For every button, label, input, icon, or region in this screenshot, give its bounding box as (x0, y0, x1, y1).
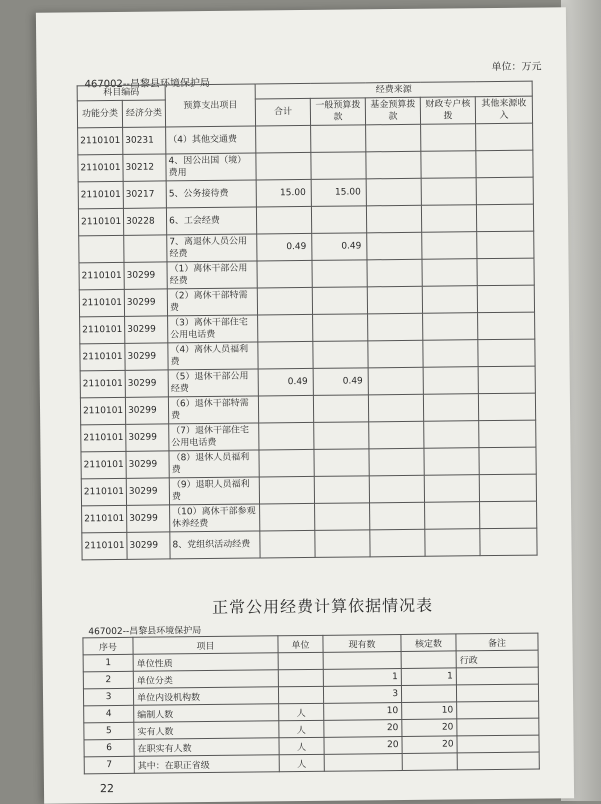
cell-other (480, 528, 537, 556)
cell-func-class: 2110101 (78, 181, 123, 208)
cell-func-class: 2110101 (79, 289, 124, 316)
cell-econ-class: 30299 (125, 397, 168, 424)
cell-special (424, 421, 479, 449)
cell-current (324, 754, 402, 772)
cell-item: （9）退职人员福利费 (169, 477, 259, 505)
cell-no: 7 (84, 756, 134, 774)
cell-remark: 行政 (456, 650, 538, 668)
cell-func-class: 2110101 (78, 127, 123, 154)
table-row (84, 752, 539, 774)
cell-fund-budget (369, 475, 424, 503)
cell-total (256, 152, 311, 180)
cell-special (423, 340, 478, 368)
cell-general-budget (315, 530, 370, 558)
header-item: 预算支出项目 (165, 84, 255, 127)
cell-general-budget (311, 125, 366, 153)
cell-econ-class: 30299 (126, 451, 169, 478)
cell-general-budget (312, 287, 367, 315)
cell-item: （10）离休干部参观休养经费 (170, 504, 260, 532)
cell-func-class: 2110101 (80, 397, 125, 424)
cell-fund-budget (366, 151, 421, 179)
cell-total (256, 125, 311, 153)
cell-approved (401, 685, 456, 703)
cell-total (260, 530, 315, 558)
cell-remark (456, 684, 538, 702)
cell-func-class: 2110101 (78, 208, 123, 235)
cell-item: （1）离休干部公用经费 (167, 261, 257, 289)
cell-project: 在职实有人数 (134, 738, 279, 757)
cell-econ-class: 30212 (123, 154, 166, 181)
cell-fund-budget (367, 286, 422, 314)
cell-no: 5 (84, 722, 134, 740)
budget-table-body (78, 123, 538, 560)
cell-fund-budget (368, 313, 423, 341)
org-name-table2: 467002--昌黎县环境保护局 (88, 626, 202, 638)
cell-current (323, 652, 401, 670)
header-current: 现有数 (323, 635, 401, 653)
cell-approved: 1 (401, 668, 456, 686)
cell-remark (457, 718, 539, 736)
cell-fund-budget (368, 367, 423, 395)
header-unit: 单位 (278, 635, 323, 652)
cell-total (259, 422, 314, 450)
cell-other (477, 231, 534, 259)
cell-total (257, 260, 312, 288)
cell-special (421, 205, 476, 233)
cell-econ-class (124, 235, 167, 262)
cell-func-class: 2110101 (82, 532, 127, 559)
cell-unit (278, 686, 323, 703)
cell-current: 3 (323, 686, 401, 704)
table-row (82, 528, 537, 560)
unit-label: 单位：万元 (491, 61, 542, 74)
cell-other (476, 123, 533, 151)
cell-item: （4）离休人员福利费 (168, 342, 258, 370)
header-funding-source: 经费来源 (255, 81, 532, 99)
cell-other (476, 204, 533, 232)
cell-no: 3 (83, 688, 133, 706)
cell-fund-budget (366, 205, 421, 233)
cell-item: 5、公务接待费 (166, 180, 256, 208)
cell-general-budget (315, 503, 370, 531)
cell-item: 4、因公出国（境）费用 (166, 153, 256, 181)
cell-remark (457, 752, 539, 770)
cell-func-class: 2110101 (80, 316, 125, 343)
cell-econ-class: 30299 (125, 370, 168, 397)
cell-special (422, 232, 477, 260)
cell-econ-class: 30299 (126, 424, 169, 451)
cell-total (260, 503, 315, 531)
cell-general-budget (313, 314, 368, 342)
header-general-budget: 一般预算拨款 (310, 98, 365, 126)
cell-general-budget: 0.49 (313, 368, 368, 396)
cell-fund-budget (369, 421, 424, 449)
cell-general-budget: 0.49 (312, 233, 367, 261)
cell-item: 6、工会经费 (166, 207, 256, 235)
cell-other (476, 177, 533, 205)
cell-special (421, 124, 476, 152)
cell-approved (402, 753, 457, 771)
cell-item: （6）退休干部特需费 (168, 396, 258, 424)
header-subject-code: 科目编码 (77, 85, 165, 101)
cell-project: 编制人数 (134, 704, 279, 723)
cell-special (422, 286, 477, 314)
cell-total (259, 449, 314, 477)
cell-project: 单位分类 (133, 670, 278, 689)
cell-no: 4 (84, 705, 134, 723)
cell-total (256, 206, 311, 234)
cell-other (480, 501, 537, 529)
header-project: 项目 (133, 636, 278, 655)
cell-unit: 人 (279, 703, 324, 720)
cell-no: 2 (83, 671, 133, 689)
cell-func-class (79, 235, 124, 262)
cell-general-budget (313, 341, 368, 369)
cell-general-budget (312, 260, 367, 288)
cell-econ-class: 30299 (124, 289, 167, 316)
table2-title: 正常公用经费计算依据情况表 (212, 595, 434, 617)
header-approved: 核定数 (401, 634, 456, 652)
cell-total (258, 341, 313, 369)
cell-remark (457, 735, 539, 753)
cell-other (477, 285, 534, 313)
cell-item: （2）离休干部特需费 (167, 288, 257, 316)
header-total: 合计 (255, 98, 310, 126)
cell-special (425, 502, 480, 530)
cell-other (478, 366, 535, 394)
cell-item: 8、党组织活动经费 (170, 531, 260, 559)
cell-econ-class: 30228 (123, 208, 166, 235)
cell-fund-budget (369, 448, 424, 476)
cell-project: 单位内设机构数 (133, 687, 278, 706)
cell-current: 20 (324, 737, 402, 755)
cell-approved: 10 (402, 702, 457, 720)
cell-item: （5）退休干部公用经费 (168, 369, 258, 397)
cell-func-class: 2110101 (82, 505, 127, 532)
cell-special (424, 448, 479, 476)
cell-fund-budget (370, 529, 425, 557)
cell-project: 单位性质 (133, 653, 278, 672)
cell-total: 15.00 (256, 179, 311, 207)
cell-general-budget (314, 476, 369, 504)
header-econ-class: 经济分类 (122, 100, 165, 127)
cell-item: 7、离退休人员公用经费 (167, 234, 257, 262)
cell-func-class: 2110101 (81, 478, 126, 505)
cell-project: 其中：在职正省级 (134, 755, 279, 774)
cell-fund-budget (366, 178, 421, 206)
header-remark: 备注 (456, 633, 538, 651)
cell-func-class: 2110101 (80, 343, 125, 370)
cell-econ-class: 30299 (126, 478, 169, 505)
cell-unit: 人 (279, 754, 324, 771)
cell-special (423, 394, 478, 422)
cell-func-class: 2110101 (80, 370, 125, 397)
cell-other (479, 447, 536, 475)
cell-other (479, 474, 536, 502)
cell-other (478, 393, 535, 421)
cell-item: （3）离休干部住宅公用电话费 (168, 315, 258, 343)
page-number: 22 (99, 782, 115, 796)
document-page (36, 7, 574, 804)
cell-general-budget (314, 449, 369, 477)
cell-special (423, 313, 478, 341)
header-special: 财政专户核拨 (420, 97, 475, 125)
cell-func-class: 2110101 (78, 154, 123, 181)
header-no: 序号 (83, 637, 133, 655)
header-other: 其他来源收入 (475, 96, 532, 124)
public-expense-basis-table (82, 633, 539, 775)
cell-fund-budget (366, 124, 421, 152)
header-func-class: 功能分类 (77, 100, 122, 127)
cell-item: （4）其他交通费 (166, 126, 256, 154)
header-fund-budget: 基金预算拨款 (365, 97, 420, 125)
cell-econ-class: 30217 (123, 181, 166, 208)
cell-general-budget (311, 206, 366, 234)
cell-econ-class: 30299 (125, 343, 168, 370)
budget-expenditure-table (77, 81, 538, 561)
cell-remark (456, 667, 538, 685)
cell-approved: 20 (402, 736, 457, 754)
cell-total: 0.49 (258, 368, 313, 396)
cell-special (424, 475, 479, 503)
cell-total: 0.49 (257, 233, 312, 261)
cell-other (478, 312, 535, 340)
cell-other (479, 420, 536, 448)
cell-total (258, 395, 313, 423)
cell-total (258, 314, 313, 342)
cell-total (257, 287, 312, 315)
cell-general-budget (314, 422, 369, 450)
cell-func-class: 2110101 (81, 424, 126, 451)
cell-econ-class: 30299 (124, 262, 167, 289)
cell-special (425, 529, 480, 557)
cell-current: 10 (324, 703, 402, 721)
cell-remark (457, 701, 539, 719)
cell-current: 1 (323, 669, 401, 687)
cell-other (476, 150, 533, 178)
cell-func-class: 2110101 (81, 451, 126, 478)
cell-fund-budget (367, 232, 422, 260)
basis-table-body (83, 650, 539, 774)
cell-econ-class: 30299 (125, 316, 168, 343)
cell-fund-budget (370, 502, 425, 530)
cell-project: 实有人数 (134, 721, 279, 740)
cell-no: 1 (83, 654, 133, 672)
cell-other (478, 339, 535, 367)
cell-econ-class: 30299 (127, 532, 170, 559)
cell-econ-class: 30299 (127, 505, 170, 532)
cell-approved (401, 651, 456, 669)
cell-special (421, 151, 476, 179)
cell-general-budget (313, 395, 368, 423)
cell-item: （7）退休干部住宅公用电话费 (169, 423, 259, 451)
cell-special (421, 178, 476, 206)
cell-current: 20 (324, 720, 402, 738)
cell-no: 6 (84, 739, 134, 757)
cell-general-budget: 15.00 (311, 179, 366, 207)
cell-general-budget (311, 152, 366, 180)
cell-func-class: 2110101 (79, 262, 124, 289)
cell-fund-budget (368, 394, 423, 422)
cell-unit (278, 652, 323, 669)
cell-fund-budget (367, 259, 422, 287)
cell-unit: 人 (279, 720, 324, 737)
cell-unit (278, 669, 323, 686)
cell-special (422, 259, 477, 287)
cell-item: （8）退休人员福利费 (169, 450, 259, 478)
cell-total (259, 476, 314, 504)
cell-other (477, 258, 534, 286)
cell-approved: 20 (402, 719, 457, 737)
cell-fund-budget (368, 340, 423, 368)
cell-econ-class: 30231 (123, 127, 166, 154)
cell-special (423, 367, 478, 395)
cell-unit: 人 (279, 737, 324, 754)
org-name-table1: 467002--昌黎县环境保护局 (84, 77, 211, 91)
